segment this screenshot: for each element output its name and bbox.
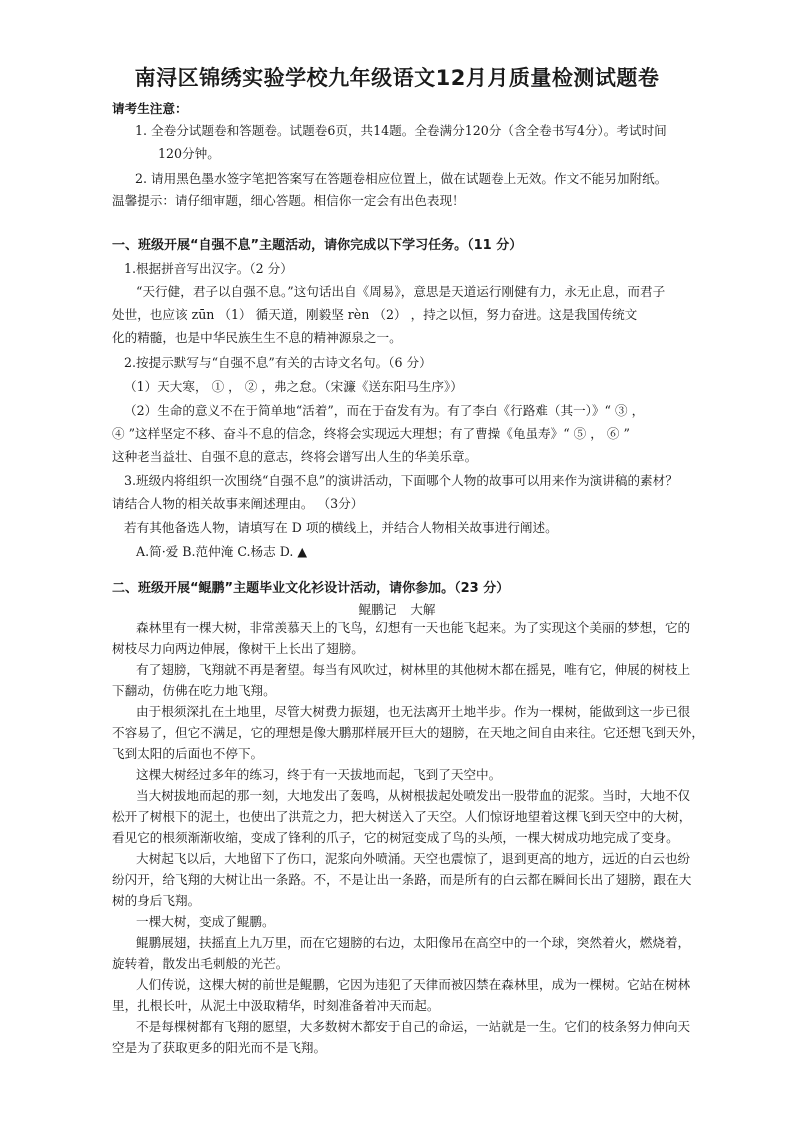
passage-line: 树的身后飞翔。 [112, 893, 201, 908]
question-line: 3.班级内将组织一次围绕“自强不息”的演讲活动，下面哪个人物的故事可以用来作为演讲稿的素材？ [124, 473, 678, 488]
question-line: 若有其他备选人物，请填写在 D 项的横线上，并结合人物相关故事进行阐述。 [124, 520, 558, 535]
passage-line: 空是为了获取更多的阳光而不是飞翔。 [112, 1040, 327, 1055]
notice-line: 1. 全卷分试题卷和答题卷。试题卷6页，共14题。全卷满分120分（含全卷书写4分）。考试时间 [135, 123, 667, 138]
passage-line: 飞到太阳的后面也不停下。 [112, 746, 264, 761]
section-heading: 一、班级开展“自强不息”主题活动，请你完成以下学习任务。（11 分） [112, 238, 523, 253]
passage-line: 树枝尽力向两边伸展，像树干上长出了翅膀。 [112, 641, 364, 656]
question-line: （1）天大寒， ① ， ② ，弗之怠。（宋濂《送东阳马生序》） [124, 379, 463, 394]
passage-line: 这棵大树经过多年的练习，终于有一天拔地而起，飞到了天空中。 [136, 767, 502, 782]
passage-line: 由于根须深扎在土地里，尽管大树费力振翅，也无法离开土地半步。作为一棵树，能做到这一步已很 [136, 704, 691, 719]
question-line: 2.按提示默写与“自强不息”有关的古诗文名句。（6 分） [124, 355, 432, 370]
notice-heading: 请考生注意： [112, 101, 188, 116]
question-line: 1.根据拼音写出汉字。（2 分） [124, 261, 293, 276]
passage-line: 大树起飞以后，大地留下了伤口，泥浆向外喷涌。天空也震惊了，退到更高的地方，远近的白云也纷 [136, 851, 691, 866]
question-line: 化的精髓，也是中华民族生生不息的精神源泉之一。 [112, 330, 402, 345]
passage-line: 不容易了，但它不满足，它的理想是像大鹏那样展开巨大的翅膀，在天地之间自由来往。它还想飞到天外， [112, 725, 704, 740]
passage-line: 有了翅膀，飞翔就不再是奢望。每当有风吹过，树林里的其他树木都在摇晃，唯有它，伸展的树枝上 [136, 662, 691, 677]
question-line: 请结合人物的相关故事来阐述理由。 （3分） [112, 496, 364, 511]
passage-line: 当大树拔地而起的那一刻，大地发出了轰鸣，从树根拔起处喷发出一股带血的泥浆。当时，大地不仅 [136, 788, 691, 803]
notice-line: 120分钟。 [158, 146, 220, 161]
passage-title [0, 599, 794, 618]
question-line: “天行健，君子以自强不息。”这句话出自《周易》，意思是天道运行刚健有力，永无止息，而君子 [136, 284, 666, 299]
passage-line: 人们传说，这棵大树的前世是鲲鹏，它因为违犯了天律而被囚禁在森林里，成为一棵树。它站在树林 [136, 977, 691, 992]
passage-line: 纷闪开，给飞翔的大树让出一条路。不，不是让出一条路，而是所有的白云都在瞬间长出了翅膀，跟在大 [112, 872, 692, 887]
notice-line: 2. 请用黑色墨水签字笔把答案写在答题卷相应位置上，做在试题卷上无效。作文不能另加附纸。 [135, 171, 668, 186]
passage-line: 一棵大树，变成了鲲鹏。 [136, 914, 275, 929]
passage-author: 大解 [410, 602, 436, 617]
passage-line: 旋转着，散发出毛刺般的光芒。 [112, 956, 289, 971]
question-line: （2）生命的意义不在于简单地“活着”，而在于奋发有为。有了李白《行路难（其一）》“ ③ ， [124, 403, 645, 418]
passage-line: 里，扎根长叶，从泥土中汲取精华，时刻准备着冲天而起。 [112, 998, 440, 1013]
passage-line: 鲲鹏展翅，扶摇直上九万里，而在它翅膀的右边，太阳像吊在高空中的一个球，突然着火，燃烧着， [136, 935, 691, 950]
passage-title-text: 鲲鹏记 [358, 602, 397, 617]
question-line: 这种老当益壮、自强不息的意志，终将会谱写出人生的华美乐章。 [112, 449, 478, 464]
page-title: 南浔区锦绣实验学校九年级语文12月月质量检测试题卷 [134, 66, 660, 90]
answer-options: A.简·爱 B.范仲淹 C.杨志 D. ▲ [136, 544, 308, 559]
passage-line: 松开了树根下的泥土，也使出了洪荒之力，把大树送入了天空。人们惊讶地望着这棵飞到天空中的大树， [112, 809, 692, 824]
section-heading: 二、班级开展“鲲鹏”主题毕业文化衫设计活动，请你参加。（23 分） [112, 581, 510, 596]
passage-line: 森林里有一棵大树，非常羡慕天上的飞鸟，幻想有一天也能飞起来。为了实现这个美丽的梦想，它的 [136, 620, 691, 635]
passage-line: 不是每棵树都有飞翔的愿望，大多数树木都安于自己的命运，一站就是一生。它们的枝条努力伸向天 [136, 1019, 691, 1034]
question-line: ④ ”这样坚定不移、奋斗不息的信念，终将会实现远大理想；有了曹操《龟虽寿》“ ⑤ ， ⑥ ” [112, 426, 630, 441]
notice-line: 温馨提示：请仔细审题，细心答题。相信你一定会有出色表现！ [112, 193, 465, 208]
passage-line: 下翻动，仿佛在吃力地飞翔。 [112, 683, 276, 698]
question-line: 处世，也应该 zūn （1） 循天道，刚毅坚 rèn （2） ，持之以恒，努力奋进。这是我国传统文 [112, 307, 638, 322]
passage-line: 看见它的根须渐渐收缩，变成了锋利的爪子，它的树冠变成了鸟的头颅，一棵大树成功地完成了变身。 [112, 830, 679, 845]
